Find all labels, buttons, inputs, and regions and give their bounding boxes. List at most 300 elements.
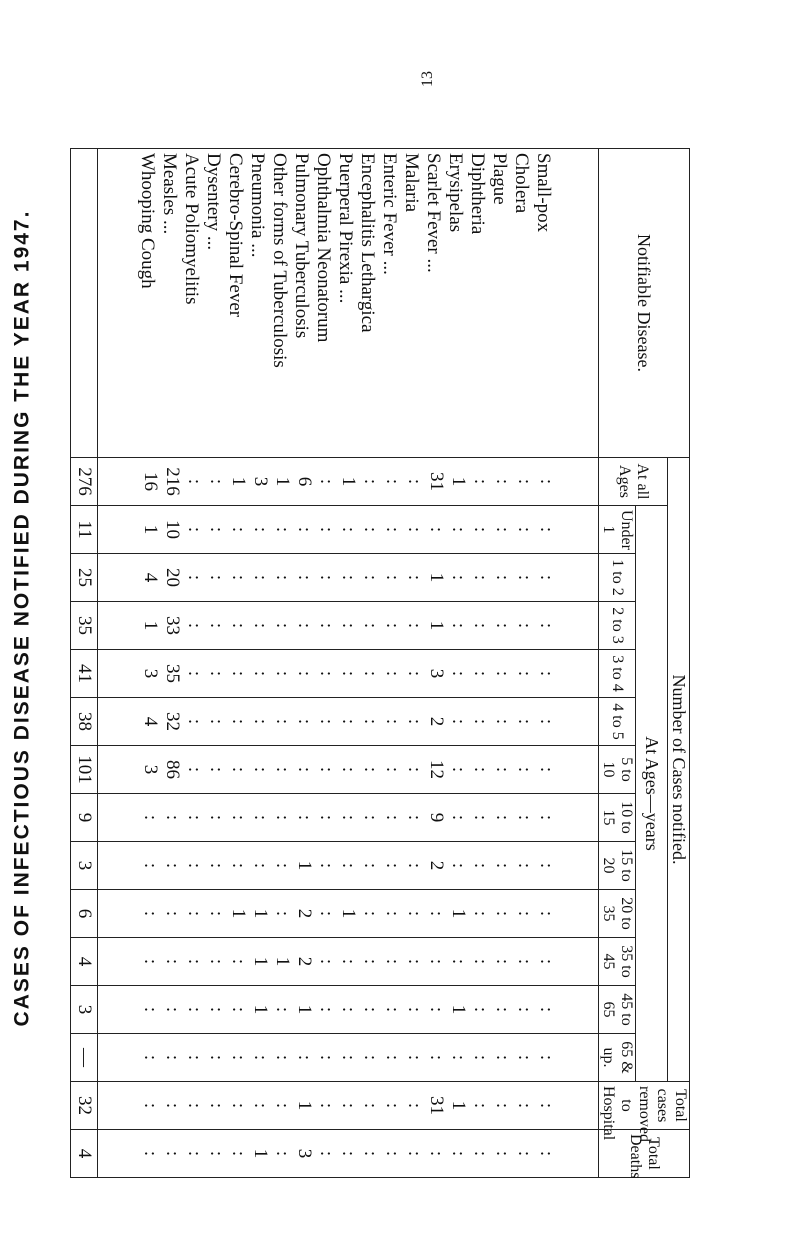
cell-value: :: [360, 862, 382, 869]
cell-value: :: [294, 526, 316, 533]
cell-value: :: [448, 574, 470, 581]
cell-value: :: [470, 1054, 492, 1061]
cell-value: :: [140, 958, 162, 965]
cell-value: :: [250, 574, 272, 581]
cell-value: :: [206, 478, 228, 485]
cell-value: :: [536, 670, 558, 677]
cell-value: :: [514, 910, 536, 917]
cell-value: :: [206, 814, 228, 821]
cell-value: :: [184, 1006, 206, 1013]
deaths-column: [98, 1130, 599, 1178]
data-row: [98, 149, 599, 1178]
cell-value: 2: [426, 860, 448, 871]
total-a1to2: 25: [71, 554, 98, 602]
cell-value: :: [338, 766, 360, 773]
group-header: Number of Cases notified.: [668, 458, 690, 1082]
cell-value: :: [338, 814, 360, 821]
cell-value: :: [360, 478, 382, 485]
age-header: 5 to 10: [599, 746, 636, 794]
age-header: Under 1: [599, 506, 636, 554]
cell-value: :: [382, 622, 404, 629]
cell-value: :: [250, 718, 272, 725]
cell-value: :: [360, 1054, 382, 1061]
cell-value: :: [360, 718, 382, 725]
cell-value: :: [184, 766, 206, 773]
cell-value: 3: [140, 764, 162, 775]
total-hospital: 32: [71, 1082, 98, 1130]
cell-value: :: [316, 670, 338, 677]
cell-value: :: [206, 958, 228, 965]
cell-value: :: [536, 478, 558, 485]
cell-value: :: [404, 1054, 426, 1061]
cell-value: :: [162, 958, 184, 965]
age-header: 3 to 4: [599, 650, 636, 698]
cell-value: :: [492, 1150, 514, 1157]
cell-value: 1: [140, 620, 162, 631]
a45to65-column: [98, 986, 599, 1034]
total-a15to20: 3: [71, 842, 98, 890]
side-title-text: CASES OF INFECTIOUS DISEASE NOTIFIED DURING THE YEAR 1947.: [10, 209, 33, 1026]
cell-value: 16: [140, 472, 162, 491]
cell-value: :: [294, 814, 316, 821]
disease-list: [98, 149, 599, 458]
disease-name: Diphtheria: [467, 153, 489, 235]
cell-value: :: [404, 526, 426, 533]
total-a5to10: 101: [71, 746, 98, 794]
cell-value: :: [228, 1102, 250, 1109]
cell-value: 32: [162, 712, 184, 731]
cell-value: 1: [426, 620, 448, 631]
cell-value: 2: [294, 908, 316, 919]
a2to3-column: [98, 602, 599, 650]
cell-value: :: [536, 1150, 558, 1157]
total-a3to4: 41: [71, 650, 98, 698]
cell-value: :: [382, 1054, 404, 1061]
cell-value: 1: [294, 860, 316, 871]
cell-value: :: [470, 814, 492, 821]
disease-name: Measles ...: [159, 153, 181, 235]
cell-value: :: [294, 1054, 316, 1061]
cell-value: :: [316, 1006, 338, 1013]
cell-value: :: [250, 526, 272, 533]
cell-value: 3: [140, 668, 162, 679]
cell-value: :: [492, 1054, 514, 1061]
cell-value: :: [294, 718, 316, 725]
total-deaths: 4: [71, 1130, 98, 1178]
cell-value: :: [404, 814, 426, 821]
cell-value: :: [272, 766, 294, 773]
cell-value: :: [184, 1054, 206, 1061]
hospital-header: Total cases removed to Hospital: [599, 1082, 690, 1130]
cell-value: :: [272, 1006, 294, 1013]
cell-value: :: [338, 622, 360, 629]
cell-value: :: [316, 862, 338, 869]
cell-value: :: [514, 1006, 536, 1013]
cell-value: :: [492, 574, 514, 581]
cell-value: 10: [162, 520, 184, 539]
cell-value: :: [492, 766, 514, 773]
a15to20-column: [98, 842, 599, 890]
cell-value: :: [294, 622, 316, 629]
cell-value: :: [206, 670, 228, 677]
disease-name: Encephalitis Lethargica: [357, 153, 379, 333]
cell-value: :: [316, 766, 338, 773]
cell-value: :: [140, 1054, 162, 1061]
total-a4to5: 38: [71, 698, 98, 746]
totals-row: [71, 149, 98, 1178]
disease-name: Cholera: [511, 153, 533, 214]
cell-value: :: [206, 1054, 228, 1061]
cell-value: 6: [294, 476, 316, 487]
cell-value: :: [184, 910, 206, 917]
cell-value: :: [470, 718, 492, 725]
cell-value: :: [382, 910, 404, 917]
cell-value: :: [228, 574, 250, 581]
cell-value: :: [404, 478, 426, 485]
disease-name: Ophthalmia Neonatorum: [313, 153, 335, 343]
cell-value: 1: [338, 908, 360, 919]
cell-value: :: [272, 1054, 294, 1061]
cell-value: :: [272, 670, 294, 677]
cell-value: :: [426, 1150, 448, 1157]
cell-value: 2: [294, 956, 316, 967]
cell-value: :: [338, 1006, 360, 1013]
cell-value: :: [492, 718, 514, 725]
cell-value: :: [536, 862, 558, 869]
cell-value: :: [404, 1102, 426, 1109]
cell-value: :: [140, 1150, 162, 1157]
cell-value: :: [294, 574, 316, 581]
cell-value: :: [140, 1102, 162, 1109]
cell-value: :: [228, 766, 250, 773]
cell-value: :: [382, 526, 404, 533]
cell-value: :: [272, 862, 294, 869]
age-header: 65 & up.: [599, 1034, 636, 1082]
cell-value: :: [514, 670, 536, 677]
cell-value: :: [492, 862, 514, 869]
cell-value: 20: [162, 568, 184, 587]
cell-value: 1: [228, 476, 250, 487]
cell-value: :: [404, 1150, 426, 1157]
age-header: 4 to 5: [599, 698, 636, 746]
cell-value: 33: [162, 616, 184, 635]
cell-value: :: [404, 766, 426, 773]
cell-value: :: [470, 766, 492, 773]
cell-value: :: [206, 718, 228, 725]
cell-value: :: [228, 670, 250, 677]
cell-value: :: [140, 862, 162, 869]
a65up-column: [98, 1034, 599, 1082]
age-header: 20 to 35: [599, 890, 636, 938]
cell-value: :: [448, 622, 470, 629]
cell-value: :: [492, 526, 514, 533]
cell-value: 1: [272, 476, 294, 487]
cell-value: :: [184, 1150, 206, 1157]
cell-value: :: [448, 670, 470, 677]
cell-value: :: [514, 718, 536, 725]
cell-value: :: [404, 1006, 426, 1013]
cell-value: :: [536, 1054, 558, 1061]
a4to5-column: [98, 698, 599, 746]
cell-value: :: [448, 766, 470, 773]
cell-value: :: [338, 718, 360, 725]
cell-value: :: [360, 910, 382, 917]
cell-value: :: [382, 670, 404, 677]
all-ages-column: [98, 458, 599, 506]
cell-value: :: [184, 622, 206, 629]
age-header: 15 to 20: [599, 842, 636, 890]
cell-value: :: [338, 574, 360, 581]
cell-value: :: [184, 718, 206, 725]
cell-value: :: [426, 1054, 448, 1061]
cell-value: :: [316, 574, 338, 581]
cell-value: :: [140, 1006, 162, 1013]
under1-column: [98, 506, 599, 554]
cell-value: :: [514, 526, 536, 533]
cell-value: :: [382, 1006, 404, 1013]
cell-value: :: [184, 478, 206, 485]
cell-value: :: [382, 718, 404, 725]
cell-value: 3: [294, 1148, 316, 1159]
cell-value: :: [382, 862, 404, 869]
cell-value: :: [536, 1102, 558, 1109]
cell-value: :: [272, 574, 294, 581]
cell-value: :: [250, 766, 272, 773]
cell-value: :: [360, 958, 382, 965]
cell-value: 1: [294, 1004, 316, 1015]
rotated-table-wrapper: [74, 148, 690, 1179]
cell-value: :: [140, 814, 162, 821]
cell-value: :: [382, 1102, 404, 1109]
disease-name: Pulmonary Tuberculosis: [291, 153, 313, 339]
cell-value: 4: [140, 572, 162, 583]
cell-value: :: [404, 574, 426, 581]
cell-value: :: [250, 814, 272, 821]
cell-value: :: [228, 622, 250, 629]
cell-value: 3: [426, 668, 448, 679]
disease-name: Puerperal Pirexia ...: [335, 153, 357, 304]
cell-value: :: [470, 478, 492, 485]
cell-value: :: [206, 526, 228, 533]
hospital-column: [98, 1082, 599, 1130]
cell-value: :: [272, 526, 294, 533]
cell-value: :: [470, 862, 492, 869]
a35to45-column: [98, 938, 599, 986]
disease-name: Acute Poliomyelitis: [181, 153, 203, 305]
disease-name: Whooping Cough: [137, 153, 159, 289]
page-number: 13: [419, 71, 436, 87]
cell-value: :: [470, 1006, 492, 1013]
cell-value: :: [382, 814, 404, 821]
cell-value: :: [514, 814, 536, 821]
cell-value: :: [492, 958, 514, 965]
cell-value: :: [184, 958, 206, 965]
cell-value: :: [382, 574, 404, 581]
cell-value: :: [448, 958, 470, 965]
cell-value: :: [140, 910, 162, 917]
cell-value: :: [404, 622, 426, 629]
cell-value: :: [492, 622, 514, 629]
cell-value: :: [470, 958, 492, 965]
cell-value: :: [536, 910, 558, 917]
cell-value: 86: [162, 760, 184, 779]
disease-name: Other forms of Tuberculosis: [269, 153, 291, 368]
cell-value: :: [272, 910, 294, 917]
cell-value: :: [206, 1150, 228, 1157]
cell-value: :: [316, 1150, 338, 1157]
cell-value: :: [206, 862, 228, 869]
total-all-ages: 276: [71, 458, 98, 506]
cell-value: :: [250, 862, 272, 869]
cell-value: :: [338, 670, 360, 677]
cell-value: :: [536, 574, 558, 581]
cell-value: :: [338, 1150, 360, 1157]
cell-value: 216: [162, 467, 184, 496]
cell-value: :: [184, 814, 206, 821]
cell-value: :: [272, 1150, 294, 1157]
cell-value: :: [162, 910, 184, 917]
age-header: 10 to 15: [599, 794, 636, 842]
cell-value: :: [514, 958, 536, 965]
cell-value: :: [228, 1150, 250, 1157]
cell-value: :: [492, 478, 514, 485]
cell-value: 1: [250, 908, 272, 919]
cell-value: 1: [250, 1148, 272, 1159]
cell-value: :: [294, 670, 316, 677]
cell-value: :: [514, 1150, 536, 1157]
age-header: 35 to 45: [599, 938, 636, 986]
cell-value: :: [470, 1102, 492, 1109]
disease-header: Notifiable Disease.: [599, 149, 690, 458]
cell-value: :: [514, 766, 536, 773]
cell-value: 1: [338, 476, 360, 487]
cell-value: 1: [272, 956, 294, 967]
cell-value: :: [536, 814, 558, 821]
cell-value: 1: [294, 1100, 316, 1111]
cell-value: :: [206, 1006, 228, 1013]
age-header: 2 to 3: [599, 602, 636, 650]
a20to35-column: [98, 890, 599, 938]
cell-value: :: [338, 958, 360, 965]
a1to2-column: [98, 554, 599, 602]
cell-value: :: [206, 910, 228, 917]
cell-value: :: [338, 862, 360, 869]
cell-value: :: [316, 718, 338, 725]
cell-value: 4: [140, 716, 162, 727]
a5to10-column: [98, 746, 599, 794]
cell-value: :: [162, 1006, 184, 1013]
cell-value: 1: [426, 572, 448, 583]
total-a35to45: 4: [71, 938, 98, 986]
cell-value: :: [162, 1150, 184, 1157]
cell-value: :: [316, 526, 338, 533]
cell-value: :: [360, 526, 382, 533]
cell-value: :: [184, 670, 206, 677]
cell-value: :: [338, 1102, 360, 1109]
disease-name: Dysentery ...: [203, 153, 225, 251]
cell-value: :: [448, 718, 470, 725]
cell-value: :: [228, 526, 250, 533]
cell-value: 1: [250, 956, 272, 967]
cell-value: :: [360, 670, 382, 677]
cell-value: :: [360, 1150, 382, 1157]
cell-value: :: [470, 910, 492, 917]
cell-value: 1: [448, 1004, 470, 1015]
subgroup-header: At Ages—years: [636, 506, 668, 1082]
cell-value: :: [250, 622, 272, 629]
cell-value: :: [536, 958, 558, 965]
cell-value: :: [470, 1150, 492, 1157]
cell-value: :: [316, 910, 338, 917]
side-title: [4, 0, 40, 1235]
cell-value: :: [228, 958, 250, 965]
cell-value: :: [360, 574, 382, 581]
cell-value: :: [206, 766, 228, 773]
cell-value: :: [470, 526, 492, 533]
a3to4-column: [98, 650, 599, 698]
cell-value: :: [272, 814, 294, 821]
cell-value: 1: [448, 476, 470, 487]
cell-value: 12: [426, 760, 448, 779]
cell-value: :: [250, 1054, 272, 1061]
cell-value: :: [360, 622, 382, 629]
deaths-header: Total Deaths: [599, 1130, 690, 1178]
cell-value: :: [470, 622, 492, 629]
cell-value: :: [184, 862, 206, 869]
cell-value: :: [184, 1102, 206, 1109]
cell-value: :: [448, 526, 470, 533]
cell-value: 3: [250, 476, 272, 487]
cell-value: :: [536, 526, 558, 533]
cell-value: :: [316, 622, 338, 629]
cell-value: :: [404, 718, 426, 725]
age-header: 1 to 2: [599, 554, 636, 602]
cell-value: :: [404, 862, 426, 869]
totals-label: [71, 149, 98, 458]
cell-value: :: [228, 862, 250, 869]
cell-value: :: [228, 718, 250, 725]
cell-value: :: [382, 766, 404, 773]
cell-value: :: [514, 1054, 536, 1061]
cell-value: :: [404, 670, 426, 677]
cell-value: :: [360, 766, 382, 773]
cell-value: 35: [162, 664, 184, 683]
disease-name: Scarlet Fever ...: [423, 153, 445, 273]
cell-value: :: [426, 958, 448, 965]
disease-name: Small-pox: [533, 153, 555, 233]
cell-value: :: [316, 814, 338, 821]
cell-value: :: [536, 622, 558, 629]
total-a20to35: 6: [71, 890, 98, 938]
age-header: 45 to 65: [599, 986, 636, 1034]
cell-value: 1: [140, 524, 162, 535]
cell-value: 1: [448, 908, 470, 919]
disease-name: Erysipelas: [445, 153, 467, 233]
cell-value: :: [514, 862, 536, 869]
cell-value: :: [514, 478, 536, 485]
cell-value: :: [448, 1054, 470, 1061]
cell-value: :: [404, 910, 426, 917]
cell-value: :: [250, 670, 272, 677]
cell-value: 2: [426, 716, 448, 727]
cell-value: :: [162, 862, 184, 869]
total-a10to15: 9: [71, 794, 98, 842]
cell-value: :: [448, 862, 470, 869]
cell-value: :: [162, 1102, 184, 1109]
total-a65up: —: [71, 1034, 98, 1082]
cell-value: :: [514, 622, 536, 629]
cell-value: :: [360, 1102, 382, 1109]
